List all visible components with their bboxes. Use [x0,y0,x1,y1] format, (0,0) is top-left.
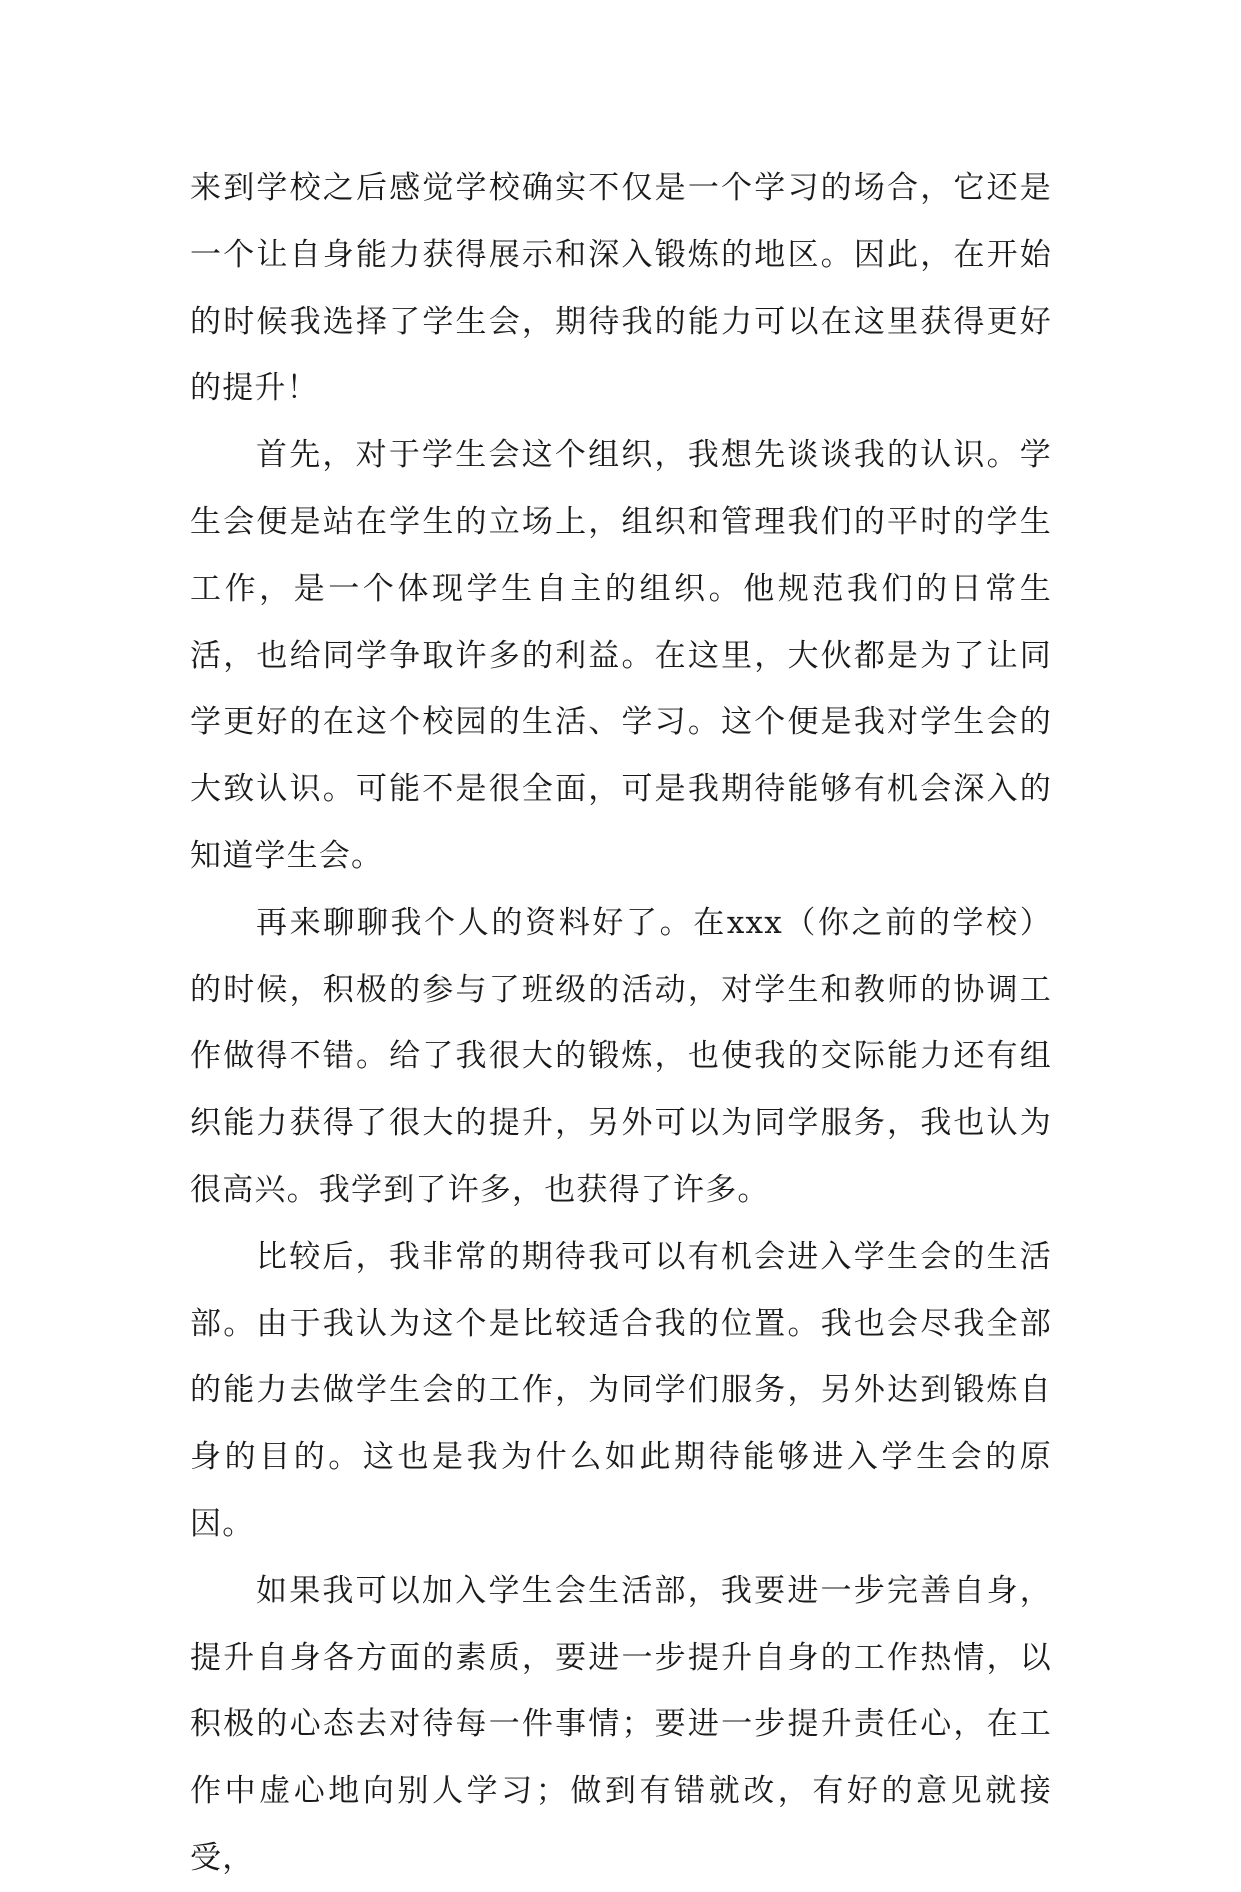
paragraph-5: 如果我可以加入学生会生活部，我要进一步完善自身，提升自身各方面的素质，要进一步提升自身的工作热情，以积极的心态去对待每一件事情；要进一步提升责任心，在工作中虚心地向别人学习；做到有错就改，有好的意见就接受， [190,1572,1052,1876]
document-page [190,155,1052,1892]
paragraph-3: 再来聊聊我个人的资料好了。在xxx（你之前的学校）的时候，积极的参与了班级的活动，对学生和教师的协调工作做得不错。给了我很大的锻炼，也使我的交际能力还有组织能力获得了很大的提升，另外可以为同学服务，我也认为很高兴。我学到了许多，也获得了许多。 [190,904,1052,1208]
paragraph-1: 来到学校之后感觉学校确实不仅是一个学习的场合，它还是一个让自身能力获得展示和深入锻炼的地区。因此，在开始的时候我选择了学生会，期待我的能力可以在这里获得更好的提升！ [190,170,1052,407]
paragraph-4: 比较后，我非常的期待我可以有机会进入学生会的生活部。由于我认为这个是比较适合我的位置。我也会尽我全部的能力去做学生会的工作，为同学们服务，另外达到锻炼自身的目的。这也是我为什么如此期待能够进入学生会的原因。 [190,1238,1052,1542]
paragraph-2: 首先，对于学生会这个组织，我想先谈谈我的认识。学生会便是站在学生的立场上，组织和管理我们的平时的学生工作，是一个体现学生自主的组织。他规范我们的日常生活，也给同学争取许多的利益。在这里，大伙都是为了让同学更好的在这个校园的生活、学习。这个便是我对学生会的大致认识。可能不是很全面，可是我期待能够有机会深入的知道学生会。 [190,437,1052,874]
